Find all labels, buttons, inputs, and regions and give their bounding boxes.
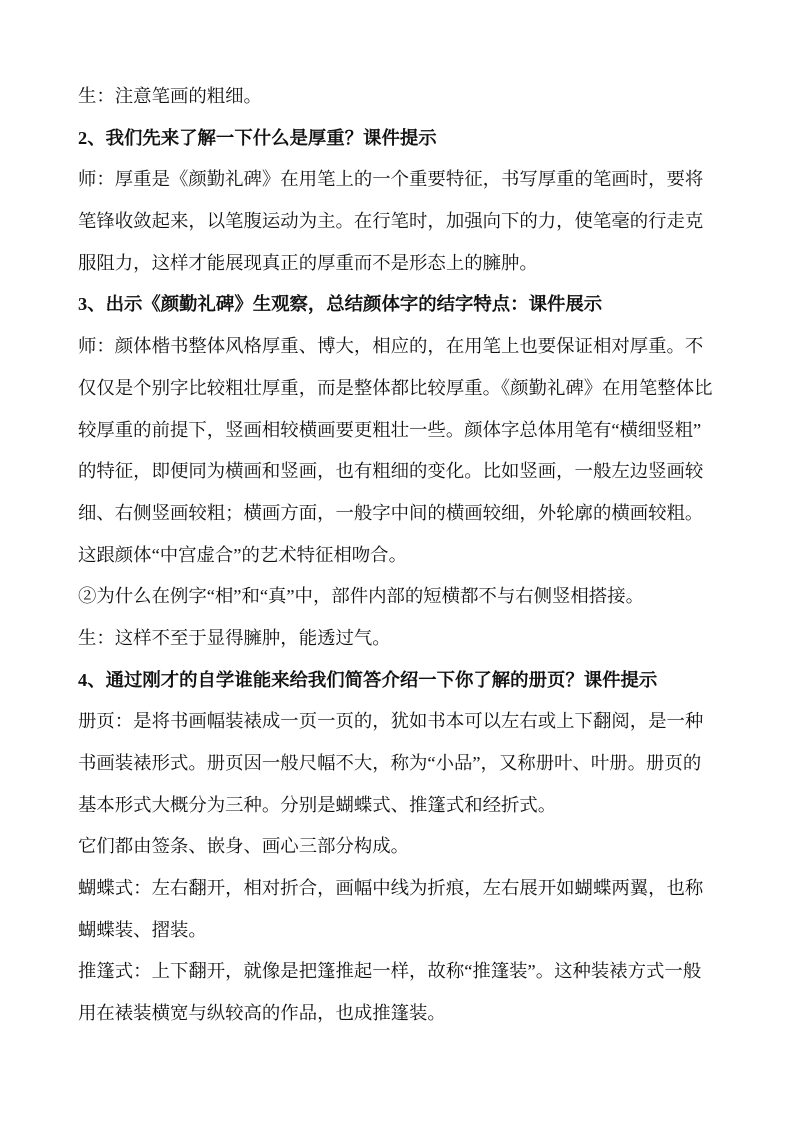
text-line: 的特征，即便同为横画和竖画，也有粗细的变化。比如竖画，一般左边竖画较 <box>78 461 704 482</box>
section-heading-4: 4、通过刚才的自学谁能来给我们简答介绍一下你了解的册页？课件提示 <box>78 669 658 690</box>
text-line: 蝴蝶式：左右翻开，相对折合，画幅中线为折痕，左右展开如蝴蝶两翼，也称 <box>78 878 704 899</box>
text-line: 笔锋收敛起来，以笔腹运动为主。在行笔时，加强向下的力，使笔毫的行走克 <box>78 211 704 232</box>
text-line: 用在裱装横宽与纵较高的作品，也成推篷装。 <box>78 1003 446 1024</box>
text-line: 基本形式大概分为三种。分别是蝴蝶式、推篷式和经折式。 <box>78 794 557 815</box>
text-line: 书画装裱形式。册页因一般尺幅不大，称为“小品”，又称册叶、叶册。册页的 <box>78 753 702 773</box>
text-line: 仅仅是个别字比较粗壮厚重，而是整体都比较厚重。《颜勤礼碑》在用笔整体比 <box>78 377 713 398</box>
text-line: 蝴蝶装、摺装。 <box>78 919 207 940</box>
text-line: 服阻力，这样才能展现真正的厚重而不是形态上的臃肿。 <box>78 252 538 273</box>
text-line: 生：注意笔画的粗细。 <box>78 86 262 106</box>
text-line: 师：厚重是《颜勤礼碑》在用笔上的一个重要特征，书写厚重的笔画时，要将 <box>78 169 704 190</box>
text-line: 师：颜体楷书整体风格厚重、博大，相应的，在用笔上也要保证相对厚重。不 <box>78 336 704 357</box>
text-line: 它们都由签条、嵌身、画心三部分构成。 <box>78 836 410 857</box>
section-heading-3: 3、出示《颜勤礼碑》生观察，总结颜体字的结字特点：课件展示 <box>78 294 603 315</box>
text-line: 册页：是将书画幅装裱成一页一页的，犹如书本可以左右或上下翻阅，是一种 <box>78 711 704 732</box>
text-line: 较厚重的前提下，竖画相较横画要更粗壮一些。颜体字总体用笔有“横细竖粗” <box>78 419 702 440</box>
text-line: 推篷式：上下翻开，就像是把篷推起一样，故称“推篷装”。这种装裱方式一般 <box>78 961 702 982</box>
section-heading-2: 2、我们先来了解一下什么是厚重？课件提示 <box>78 127 437 148</box>
text-line: 细、右侧竖画较粗；横画方面，一般字中间的横画较细，外轮廓的横画较粗。 <box>78 502 704 523</box>
text-line: 生：这样不至于显得臃肿，能透过气。 <box>78 627 391 648</box>
text-line: 这跟颜体“中宫虚合”的艺术特征相吻合。 <box>78 544 407 565</box>
text-line: ②为什么在例字“相”和“真”中，部件内部的短横都不与右侧竖相搭接。 <box>78 586 644 607</box>
